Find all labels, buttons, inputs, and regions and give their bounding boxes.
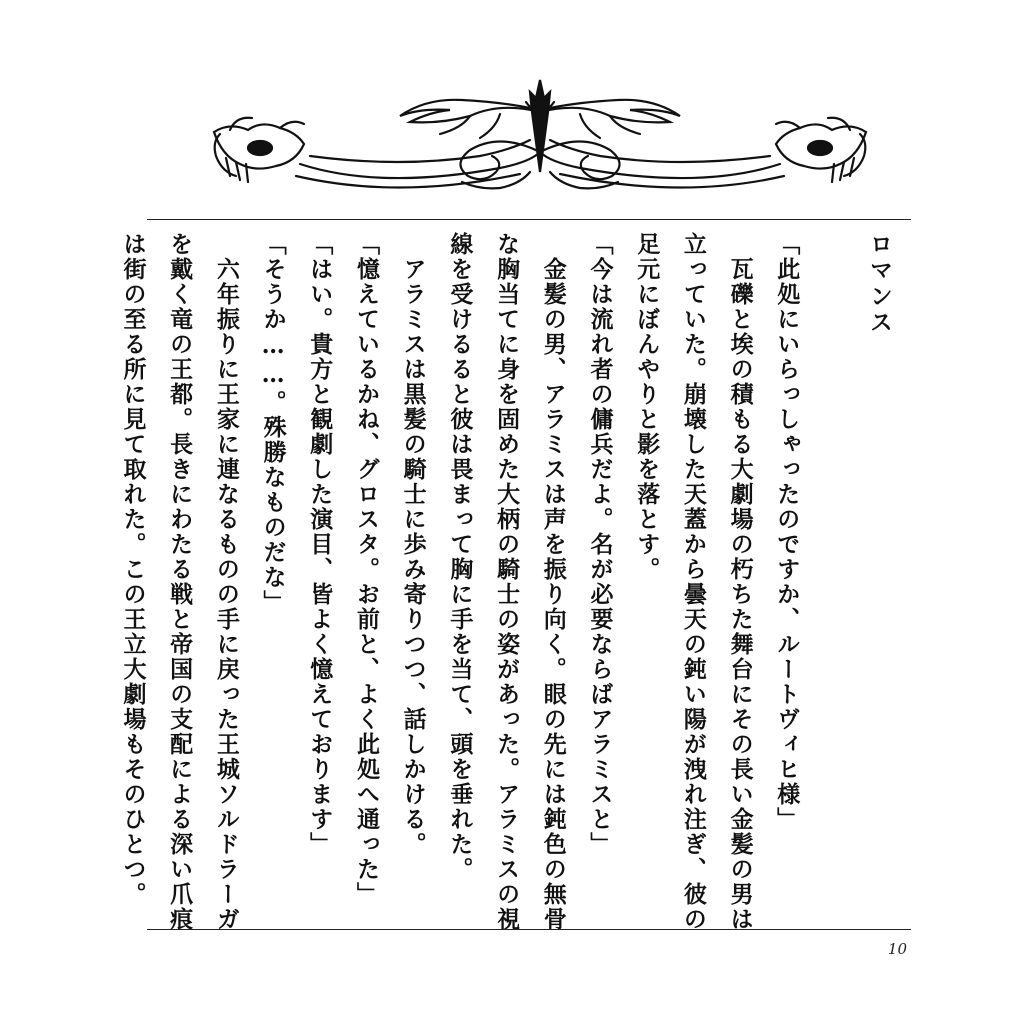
vertical-text-body [109,232,902,932]
text-line: 「そうか……。殊勝なものだな」 [259,232,287,615]
text-line: 六年振りに王家に連なるものの手に戻った王城ソルドラーガ [212,232,240,932]
title-spacer [809,232,855,920]
text-line: 「はい。貴方と観劇した演目、皆よく憶えております」 [306,232,334,857]
text-line: 立っていた。崩壊した天蓋から曇天の鈍い陽が洩れ注ぎ、彼の [679,232,707,932]
text-line: アラミスは黒髪の騎士に歩み寄りつつ、話しかける。 [399,232,427,857]
text-line: 瓦礫と埃の積もる大劇場の朽ちた舞台にその長い金髪の男は [726,232,754,932]
text-line: 「憶えているかね、グロスタ。お前と、よく此処へ通った」 [352,232,380,907]
text-line: は街の至る所に見て取れた。この王立大劇場もそのひとつ。 [119,232,147,907]
dragon-ornament-icon [200,72,880,202]
text-line: 「此処にいらっしゃったのですか、ルートヴィヒ様」 [773,232,801,832]
text-line: 線を受けるると彼は畏まって胸に手を当て、頭を垂れた。 [446,232,474,882]
top-rule [147,219,911,220]
text-line: な胸当てに身を固めた大柄の騎士の姿があった。アラミスの視 [493,232,521,932]
page-number: 10 [887,940,907,958]
bottom-rule [147,929,911,930]
text-line: 足元にぼんやりと影を落とす。 [633,232,661,582]
chapter-title: ロマンス [866,232,893,336]
text-line: を戴く竜の王都。長きにわたる戦と帝国の支配による深い爪痕 [166,232,194,932]
text-line: 金髪の男、アラミスは声を振り向く。眼の先には鈍色の無骨 [539,232,567,932]
text-line: 「今は流れ者の傭兵だよ。名が必要ならばアラミスと」 [586,232,614,857]
